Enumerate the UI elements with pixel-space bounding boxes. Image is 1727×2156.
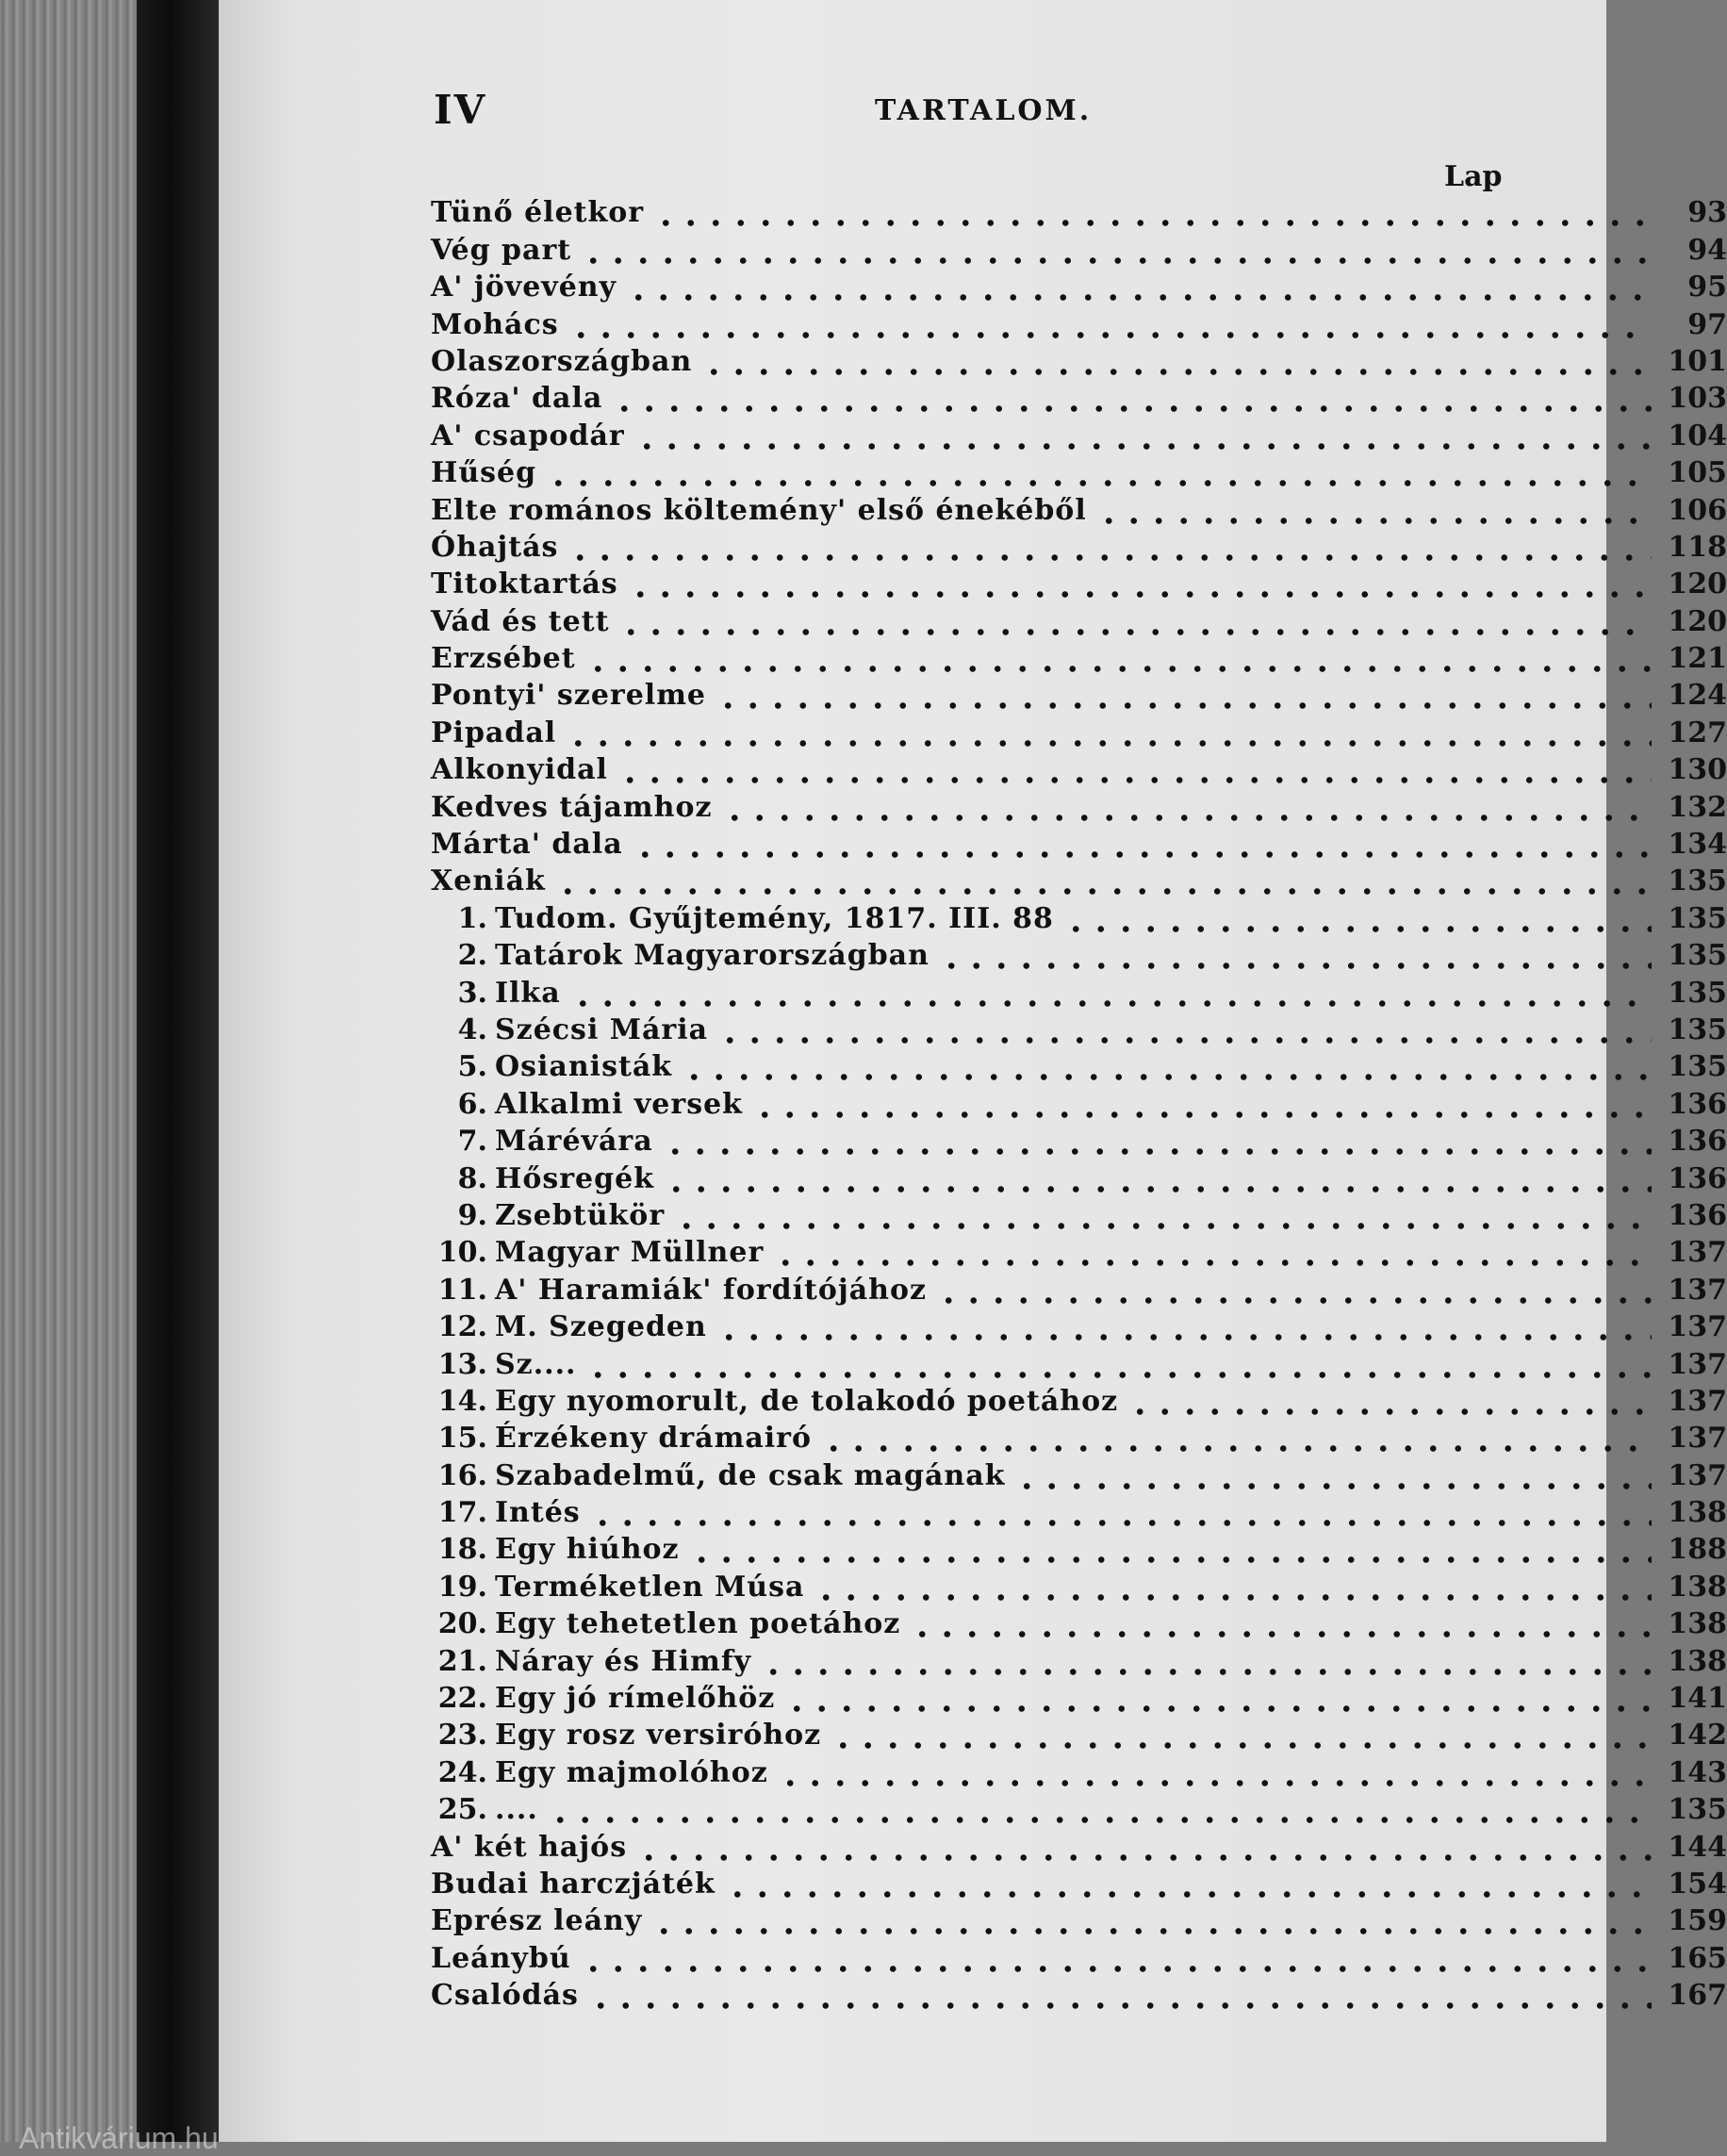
toc-entry-number: 12. — [437, 1310, 487, 1344]
toc-entry-page: 97 — [1687, 307, 1727, 341]
toc-entry — [431, 899, 1727, 936]
dot-leader — [633, 826, 1652, 863]
toc-entry-page: 94 — [1687, 233, 1727, 267]
toc-entry-number: 15. — [437, 1422, 487, 1456]
dot-leader — [778, 1754, 1652, 1791]
toc-entry — [431, 454, 1727, 491]
toc-entry-title: Szabadelmű, de csak magának — [495, 1458, 1006, 1492]
dot-leader — [814, 1569, 1652, 1605]
toc-entry-title: M. Szegeden — [495, 1310, 707, 1344]
toc-entry — [431, 1939, 1727, 1976]
toc-entry-number: 6. — [457, 1087, 487, 1121]
toc-entry — [431, 1605, 1727, 1642]
toc-entry-page: 137 — [1668, 1458, 1727, 1492]
dot-leader — [636, 1829, 1652, 1866]
toc-entry — [431, 1753, 1727, 1790]
toc-entry-number: 16. — [437, 1458, 487, 1492]
toc-entry — [431, 380, 1727, 417]
dot-leader — [653, 194, 1652, 231]
toc-entry — [431, 826, 1727, 863]
toc-entry-page: 104 — [1668, 419, 1727, 453]
toc-entry-title: Márévára — [495, 1125, 653, 1159]
dot-leader — [555, 863, 1652, 899]
toc-entry-page: 118 — [1668, 530, 1727, 564]
toc-entry — [431, 1494, 1727, 1531]
toc-entry — [431, 1420, 1727, 1457]
dot-leader — [585, 640, 1652, 677]
toc-entry-number: 9. — [457, 1198, 487, 1232]
toc-entry — [431, 937, 1727, 974]
toc-entry-page: 135 — [1668, 1012, 1727, 1046]
page-column-label: Lap — [1444, 160, 1503, 193]
toc-entry-number: 4. — [457, 1012, 487, 1046]
dot-leader — [773, 1234, 1652, 1271]
dot-leader — [821, 1420, 1652, 1457]
table-of-contents — [431, 194, 1727, 2014]
toc-entry — [431, 491, 1727, 528]
toc-entry-page: 103 — [1668, 382, 1727, 416]
toc-entry-page: 138 — [1668, 1496, 1727, 1530]
dot-leader — [568, 306, 1652, 343]
toc-entry-page: 142 — [1668, 1719, 1727, 1753]
toc-entry — [431, 343, 1727, 380]
dot-leader — [1063, 900, 1652, 937]
toc-entry-title: Sz.... — [495, 1347, 577, 1381]
toc-entry-title: Szécsi Mária — [495, 1012, 709, 1046]
toc-entry-title: A' jövevény — [431, 271, 617, 304]
toc-entry-number: 1. — [457, 901, 487, 935]
dot-leader — [722, 789, 1652, 826]
dot-leader — [546, 454, 1652, 491]
toc-entry-title: .... — [495, 1793, 538, 1827]
toc-entry — [431, 1271, 1727, 1308]
toc-entry — [431, 1085, 1727, 1122]
toc-entry — [431, 677, 1727, 714]
toc-entry-title: Egy majmolóhoz — [495, 1755, 768, 1789]
toc-entry-number: 22. — [437, 1682, 487, 1716]
toc-entry-page: 93 — [1687, 196, 1727, 230]
toc-entry-title: Titoktartás — [431, 568, 618, 601]
toc-entry-page: 127 — [1668, 716, 1727, 749]
toc-entry-page: 136 — [1668, 1198, 1727, 1232]
toc-entry-title: Egy tehetetlen poetához — [495, 1607, 901, 1641]
dot-leader — [612, 380, 1652, 417]
toc-entry-title: Terméketlen Músa — [495, 1570, 805, 1604]
dot-leader — [910, 1605, 1652, 1642]
toc-entry-page: 120 — [1668, 568, 1727, 601]
toc-entry — [431, 529, 1727, 566]
dot-leader — [590, 1494, 1652, 1531]
toc-entry — [431, 602, 1727, 639]
dot-leader — [725, 1866, 1652, 1902]
toc-entry-title: Leánybú — [431, 1941, 571, 1975]
toc-entry-number: 11. — [437, 1273, 487, 1307]
toc-entry-page: 137 — [1668, 1236, 1727, 1270]
toc-entry-page: 136 — [1668, 1087, 1727, 1121]
toc-entry-title: Pipadal — [431, 716, 557, 749]
toc-entry-title: Olaszországban — [431, 344, 693, 378]
dot-leader — [570, 975, 1652, 1012]
toc-entry — [431, 1457, 1727, 1493]
toc-entry-number: 2. — [457, 939, 487, 973]
toc-entry-title: Érzékeny drámairó — [495, 1422, 812, 1456]
dot-leader — [752, 1086, 1652, 1123]
toc-entry — [431, 1048, 1727, 1085]
toc-entry-page: 135 — [1668, 864, 1727, 898]
toc-entry — [431, 1160, 1727, 1196]
toc-entry-page: 159 — [1668, 1904, 1727, 1938]
dot-leader — [716, 1308, 1652, 1345]
toc-entry-page: 106 — [1668, 493, 1727, 527]
toc-entry-title: Tudom. Gyűjtemény, 1817. III. 88 — [495, 901, 1054, 935]
dot-leader — [674, 1197, 1652, 1234]
dot-leader — [581, 232, 1652, 269]
toc-entry-page: 136 — [1668, 1161, 1727, 1195]
toc-entry — [431, 640, 1727, 677]
dot-leader — [634, 418, 1652, 454]
dot-leader — [617, 751, 1652, 788]
toc-entry-title: Tünő életkor — [431, 196, 645, 230]
dot-leader — [715, 677, 1652, 714]
dot-leader — [936, 1272, 1652, 1308]
toc-entry — [431, 1977, 1727, 2014]
toc-entry-title: Zsebtükör — [495, 1198, 666, 1232]
toc-entry-title: Egy jó rímelőhöz — [495, 1682, 776, 1716]
toc-entry-page: 138 — [1668, 1607, 1727, 1641]
dot-leader — [618, 603, 1652, 640]
dot-leader — [663, 1123, 1652, 1160]
toc-entry-page: 121 — [1668, 642, 1727, 676]
book-binding — [137, 0, 222, 2142]
toc-entry-number: 17. — [437, 1496, 487, 1530]
toc-entry-title: A' Haramiák' fordítójához — [495, 1273, 928, 1307]
toc-entry-number: 19. — [437, 1570, 487, 1604]
toc-entry-number: 21. — [437, 1644, 487, 1678]
toc-entry-number: 23. — [437, 1719, 487, 1753]
dot-leader — [717, 1012, 1652, 1048]
toc-entry-page: 95 — [1687, 271, 1727, 304]
toc-entry — [431, 1902, 1727, 1939]
toc-entry-title: Vád és tett — [431, 604, 610, 638]
page-header — [219, 87, 1606, 143]
toc-entry-title: Óhajtás — [431, 530, 559, 564]
dot-leader — [651, 1902, 1652, 1939]
toc-entry-number: 14. — [437, 1384, 487, 1418]
toc-entry-page: 165 — [1668, 1941, 1727, 1975]
dot-leader — [567, 529, 1652, 566]
dot-leader — [628, 566, 1652, 602]
toc-entry — [431, 1383, 1727, 1420]
dot-leader — [701, 343, 1652, 380]
toc-entry-title: Elte romános költemény' első énekéből — [431, 493, 1087, 527]
toc-entry-page: 141 — [1668, 1682, 1727, 1716]
watermark: Antikvárium.hu — [19, 2121, 219, 2155]
dot-leader — [689, 1531, 1652, 1568]
toc-entry-page: 137 — [1668, 1347, 1727, 1381]
toc-entry-page: 143 — [1668, 1755, 1727, 1789]
toc-entry-title: Budai harczjáték — [431, 1867, 715, 1901]
toc-entry — [431, 1642, 1727, 1679]
toc-entry-number: 13. — [437, 1347, 487, 1381]
toc-entry — [431, 1197, 1727, 1234]
toc-entry-title: Hűség — [431, 456, 537, 490]
dot-leader — [548, 1791, 1652, 1828]
toc-entry — [431, 1680, 1727, 1717]
toc-entry — [431, 974, 1727, 1011]
toc-entry-page: 135 — [1668, 939, 1727, 973]
toc-entry-title: Kedves tájamhoz — [431, 790, 713, 824]
toc-entry — [431, 1866, 1727, 1902]
toc-entry — [431, 714, 1727, 750]
toc-entry-title: Pontyi' szerelme — [431, 679, 707, 713]
page-title: TARTALOM. — [875, 94, 1093, 127]
toc-entry-title: Osianisták — [495, 1050, 673, 1084]
toc-entry-number: 3. — [457, 976, 487, 1010]
toc-entry-number: 8. — [457, 1161, 487, 1195]
toc-entry-page: 138 — [1668, 1570, 1727, 1604]
toc-entry-page: 138 — [1668, 1644, 1727, 1678]
toc-entry-page: 130 — [1668, 753, 1727, 787]
toc-entry-page: 167 — [1668, 1979, 1727, 2013]
toc-entry — [431, 231, 1727, 268]
toc-entry-title: Egy hiúhoz — [495, 1533, 680, 1567]
toc-entry-title: A' két hajós — [431, 1830, 628, 1864]
dot-leader — [566, 715, 1652, 751]
toc-entry — [431, 269, 1727, 305]
toc-entry — [431, 1123, 1727, 1160]
dot-leader — [784, 1680, 1652, 1717]
toc-entry-page: 135 — [1668, 976, 1727, 1010]
toc-entry-page: 137 — [1668, 1422, 1727, 1456]
toc-entry-title: Ilka — [495, 976, 561, 1010]
toc-entry-title: Csalódás — [431, 1979, 579, 2013]
toc-entry-title: Mohács — [431, 307, 559, 341]
toc-entry — [431, 305, 1727, 342]
toc-entry-title: Alkalmi versek — [495, 1087, 743, 1121]
toc-entry-title: Intés — [495, 1496, 581, 1530]
toc-entry — [431, 417, 1727, 453]
toc-entry — [431, 1234, 1727, 1271]
toc-entry-page: 144 — [1668, 1830, 1727, 1864]
dot-leader — [626, 269, 1652, 305]
toc-entry-number: 24. — [437, 1755, 487, 1789]
toc-entry-title: Márta' dala — [431, 828, 623, 862]
toc-entry-page: 135 — [1668, 901, 1727, 935]
toc-entry-title: Alkonyidal — [431, 753, 608, 787]
toc-entry-page: 134 — [1668, 828, 1727, 862]
toc-entry-page: 101 — [1668, 344, 1727, 378]
dot-leader — [1096, 492, 1652, 529]
left-page-edge — [0, 0, 141, 2142]
toc-entry-number: 18. — [437, 1533, 487, 1567]
toc-entry-title: Xeniák — [431, 864, 546, 898]
toc-entry-title: Eprész leány — [431, 1904, 643, 1938]
toc-entry — [431, 1012, 1727, 1048]
toc-entry-page: 137 — [1668, 1384, 1727, 1418]
toc-entry-page: 135 — [1668, 1793, 1727, 1827]
toc-entry-title: Róza' dala — [431, 382, 603, 416]
toc-entry-page: 137 — [1668, 1310, 1727, 1344]
book-page — [219, 0, 1727, 2142]
toc-entry-number: 7. — [457, 1125, 487, 1159]
toc-entry — [431, 1791, 1727, 1828]
dot-leader — [664, 1160, 1652, 1197]
toc-entry-page: 154 — [1668, 1867, 1727, 1901]
toc-entry-page: 136 — [1668, 1125, 1727, 1159]
toc-entry-title: Egy rosz versiróhoz — [495, 1719, 822, 1753]
toc-entry — [431, 194, 1727, 231]
toc-entry-title: Tatárok Magyarországban — [495, 939, 929, 973]
dot-leader — [761, 1643, 1652, 1680]
toc-entry-title: Vég part — [431, 233, 572, 267]
toc-entry-page: 135 — [1668, 1050, 1727, 1084]
dot-leader — [585, 1346, 1652, 1383]
dot-leader — [1014, 1457, 1652, 1494]
dot-leader — [682, 1048, 1652, 1085]
toc-entry-number: 20. — [437, 1607, 487, 1641]
toc-entry-page: 137 — [1668, 1273, 1727, 1307]
toc-entry — [431, 1531, 1727, 1568]
toc-entry-page: 105 — [1668, 456, 1727, 490]
dot-leader — [581, 1940, 1652, 1977]
toc-entry — [431, 1308, 1727, 1345]
toc-entry-page: 124 — [1668, 679, 1727, 713]
toc-entry — [431, 1345, 1727, 1382]
toc-entry-title: Hősregék — [495, 1161, 654, 1195]
dot-leader — [1127, 1383, 1652, 1420]
toc-entry — [431, 1717, 1727, 1753]
toc-entry-page: 188 — [1668, 1533, 1727, 1567]
toc-entry-number: 10. — [437, 1236, 487, 1270]
toc-entry-title: Magyar Müllner — [495, 1236, 765, 1270]
toc-entry — [431, 863, 1727, 899]
toc-entry-number: 25. — [437, 1793, 487, 1827]
toc-entry-page: 120 — [1668, 604, 1727, 638]
dot-leader — [831, 1717, 1652, 1753]
toc-entry — [431, 1828, 1727, 1865]
toc-entry-number: 5. — [457, 1050, 487, 1084]
dot-leader — [588, 1977, 1652, 2014]
toc-entry — [431, 751, 1727, 788]
toc-entry-title: Náray és Himfy — [495, 1644, 752, 1678]
toc-entry-title: A' csapodár — [431, 419, 625, 453]
toc-entry — [431, 1568, 1727, 1605]
toc-entry-page: 132 — [1668, 790, 1727, 824]
toc-entry-title: Egy nyomorult, de tolakodó poetához — [495, 1384, 1119, 1418]
toc-entry — [431, 788, 1727, 825]
page-number: IV — [434, 87, 487, 133]
toc-entry — [431, 566, 1727, 602]
toc-entry-title: Erzsébet — [431, 642, 576, 676]
dot-leader — [939, 937, 1652, 974]
